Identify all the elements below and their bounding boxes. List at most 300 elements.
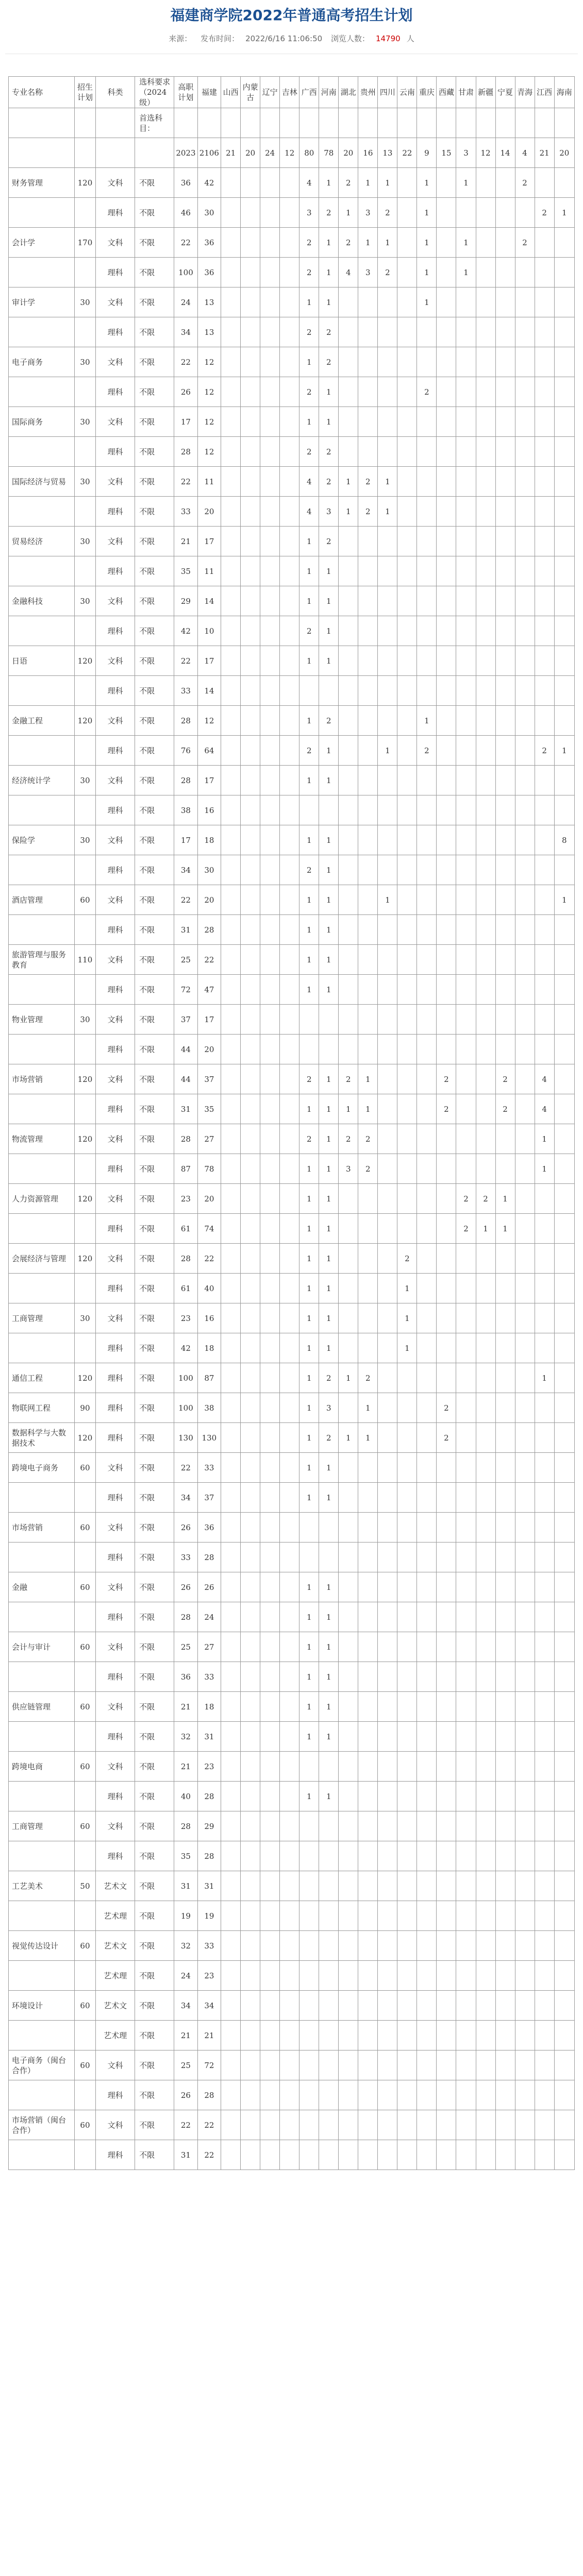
table-header-row [9,108,575,138]
table-cell: 文科 [96,347,135,377]
table-cell [417,407,437,437]
table-cell: 3 [358,198,378,228]
table-cell: 1 [358,1423,378,1453]
table-cell [241,1483,260,1513]
table-cell: 23 [197,1961,221,1991]
table-row [9,1782,575,1811]
table-cell [9,1543,75,1572]
table-cell: 市场营销 [9,1513,75,1543]
table-cell [280,1423,299,1453]
table-cell: 招生计划 [74,77,95,108]
table-cell: 财务管理 [9,168,75,198]
table-cell [437,1901,456,1931]
table-cell [74,138,95,168]
table-cell [515,1453,535,1483]
table-cell: 1 [358,168,378,198]
table-cell: 理科 [96,377,135,407]
table-cell [221,795,241,825]
table-cell [339,855,358,885]
table-cell [476,1662,495,1692]
table-cell [221,1423,241,1453]
table-cell [358,437,378,467]
table-cell [280,1543,299,1572]
table-cell [535,915,554,945]
table-cell: 文科 [96,1064,135,1094]
table-cell: 理科 [96,497,135,527]
table-cell [417,1543,437,1572]
table-cell: 42 [174,616,197,646]
table-cell: 文科 [96,825,135,855]
table-cell [260,1453,280,1483]
table-cell: 物业管理 [9,1005,75,1035]
table-cell: 2 [299,317,319,347]
table-cell: 不限 [135,1961,174,1991]
table-cell: 理科 [96,556,135,586]
table-cell [437,1333,456,1363]
table-cell [221,258,241,287]
table-cell [241,556,260,586]
table-cell [299,1811,319,1841]
table-cell [280,616,299,646]
table-cell: 不限 [135,1214,174,1244]
table-cell [74,616,95,646]
table-cell: 1 [299,1662,319,1692]
table-cell [221,2080,241,2110]
table-cell [241,915,260,945]
table-cell [378,108,397,138]
table-cell [280,1124,299,1154]
table-cell [358,1274,378,1303]
table-cell [476,915,495,945]
table-cell [515,1782,535,1811]
table-row [9,2140,575,2170]
table-cell: 理科 [96,736,135,766]
table-cell [437,766,456,795]
table-cell [495,228,515,258]
table-cell [378,975,397,1005]
table-cell: 不限 [135,556,174,586]
table-cell [476,706,495,736]
table-cell: 36 [197,1513,221,1543]
table-row [9,2110,575,2140]
source-label: 来源： [169,34,192,43]
table-cell: 1 [299,825,319,855]
table-cell [417,1005,437,1035]
table-cell [397,736,417,766]
table-cell: 1 [339,198,358,228]
table-cell [515,945,535,975]
table-cell [339,1214,358,1244]
table-cell: 2 [358,467,378,497]
table-cell [437,228,456,258]
table-cell [358,855,378,885]
table-row [9,1722,575,1752]
table-cell [280,1064,299,1094]
table-cell: 1 [339,1423,358,1453]
table-cell [417,945,437,975]
table-cell: 工商管理 [9,1811,75,1841]
table-cell [221,1274,241,1303]
table-cell: 会计与审计 [9,1632,75,1662]
table-cell [397,795,417,825]
table-row [9,885,575,915]
table-cell [339,1543,358,1572]
table-cell [417,1991,437,2021]
table-cell: 60 [74,1811,95,1841]
table-row [9,1423,575,1453]
table-cell: 15 [437,138,456,168]
table-cell [358,1632,378,1662]
table-cell [74,1483,95,1513]
table-cell [495,1035,515,1064]
table-cell: 重庆 [417,77,437,108]
table-cell [397,317,417,347]
table-cell [280,586,299,616]
table-cell [397,467,417,497]
table-cell [241,2050,260,2080]
table-cell: 28 [197,1841,221,1871]
table-cell: 1 [299,945,319,975]
table-cell [554,1005,574,1035]
table-cell [378,1184,397,1214]
table-cell: 2 [358,1363,378,1393]
table-cell: 不限 [135,676,174,706]
table-cell: 不限 [135,706,174,736]
table-cell [260,1572,280,1602]
table-cell [221,1393,241,1423]
table-cell [554,1722,574,1752]
table-cell: 不限 [135,377,174,407]
table-cell: 1 [319,377,339,407]
table-cell [515,1094,535,1124]
table-cell [241,1931,260,1961]
table-cell [495,1991,515,2021]
table-cell [241,317,260,347]
table-cell: 100 [174,258,197,287]
table-cell: 不限 [135,1991,174,2021]
table-cell: 1 [319,1184,339,1214]
table-cell: 文科 [96,1244,135,1274]
table-cell [495,2110,515,2140]
table-cell: 2 [378,198,397,228]
table-cell [456,825,476,855]
table-cell: 福建 [197,77,221,108]
table-cell: 100 [174,1393,197,1423]
table-cell: 不限 [135,1662,174,1692]
table-cell: 46 [174,198,197,228]
table-cell: 47 [197,975,221,1005]
table-cell [417,1303,437,1333]
table-cell [476,1811,495,1841]
table-cell: 22 [197,2110,221,2140]
table-cell [476,1632,495,1662]
table-cell [339,1841,358,1871]
table-cell: 22 [174,467,197,497]
table-cell: 30 [74,766,95,795]
table-row [9,676,575,706]
table-cell [437,1154,456,1184]
table-cell: 1 [319,1483,339,1513]
table-cell: 34 [174,1991,197,2021]
table-cell: 20 [339,138,358,168]
table-cell: 理科 [96,258,135,287]
table-cell: 34 [197,1991,221,2021]
table-cell [260,855,280,885]
table-cell [221,1662,241,1692]
table-cell [535,347,554,377]
views-count: 14790 [375,34,401,43]
table-cell: 120 [74,1244,95,1274]
table-cell [437,2050,456,2080]
table-cell: 25 [174,1632,197,1662]
table-cell [280,1811,299,1841]
table-cell [280,646,299,676]
table-cell: 贵州 [358,77,378,108]
table-cell: 不限 [135,1453,174,1483]
table-cell: 1 [319,975,339,1005]
table-row [9,1064,575,1094]
table-cell: 不限 [135,1483,174,1513]
table-cell [174,108,197,138]
table-cell: 文科 [96,287,135,317]
table-cell [476,1005,495,1035]
table-cell [397,556,417,586]
article-meta [0,33,583,44]
table-cell [476,527,495,556]
table-cell: 19 [197,1901,221,1931]
table-cell [319,108,339,138]
table-cell: 文科 [96,1572,135,1602]
table-cell: 12 [197,407,221,437]
table-cell [299,1752,319,1782]
table-cell [339,885,358,915]
table-cell: 1 [299,975,319,1005]
table-cell [476,1303,495,1333]
table-cell [495,1005,515,1035]
table-cell [280,437,299,467]
table-cell [358,2110,378,2140]
table-cell [241,885,260,915]
table-cell [96,108,135,138]
table-row [9,1901,575,1931]
table-cell [417,1871,437,1901]
table-row [9,467,575,497]
table-cell [495,198,515,228]
table-cell [437,1632,456,1662]
table-cell [378,407,397,437]
table-cell: 电子商务 [9,347,75,377]
table-cell [554,1453,574,1483]
table-cell [74,198,95,228]
table-cell [221,1184,241,1214]
table-cell: 30 [74,1005,95,1035]
table-cell: 30 [74,586,95,616]
table-cell: 人力资源管理 [9,1184,75,1214]
table-cell: 14 [197,676,221,706]
table-cell [221,706,241,736]
table-cell: 1 [299,1333,319,1363]
table-cell [9,616,75,646]
table-cell: 21 [174,527,197,556]
table-cell [299,1035,319,1064]
table-cell: 14 [197,586,221,616]
table-cell: 36 [174,1662,197,1692]
table-cell: 36 [197,228,221,258]
table-cell: 不限 [135,1035,174,1064]
table-cell [74,497,95,527]
table-cell: 30 [74,407,95,437]
table-cell: 理科 [96,437,135,467]
table-cell: 市场营销 [9,1064,75,1094]
table-cell [378,1005,397,1035]
table-cell [476,586,495,616]
table-cell [358,1303,378,1333]
table-cell: 不限 [135,1393,174,1423]
table-cell [339,2110,358,2140]
table-cell: 1 [339,467,358,497]
table-cell: 艺术理 [96,1961,135,1991]
table-cell [339,1632,358,1662]
table-cell [397,1692,417,1722]
table-cell [378,1214,397,1244]
table-cell [437,855,456,885]
table-cell [260,2050,280,2080]
table-cell [221,1572,241,1602]
table-cell [280,1572,299,1602]
table-cell: 2 [319,706,339,736]
table-cell [437,317,456,347]
table-cell [221,1513,241,1543]
table-cell: 2 [535,736,554,766]
table-cell: 理科 [96,2140,135,2170]
table-cell: 2 [358,1154,378,1184]
table-cell [260,437,280,467]
table-cell [280,2021,299,2050]
table-cell: 25 [174,2050,197,2080]
table-cell: 1 [535,1124,554,1154]
table-cell [260,1722,280,1752]
table-cell [280,497,299,527]
table-cell: 不限 [135,1064,174,1094]
table-cell: 2 [495,1064,515,1094]
table-cell [397,1543,417,1572]
table-cell: 2023 [174,138,197,168]
table-cell: 87 [174,1154,197,1184]
table-cell [515,347,535,377]
table-cell: 不限 [135,1782,174,1811]
table-cell [221,1035,241,1064]
table-cell [554,377,574,407]
table-cell [437,497,456,527]
table-cell [515,1005,535,1035]
table-cell [437,1811,456,1841]
table-cell [378,2050,397,2080]
table-cell [280,855,299,885]
table-cell [554,437,574,467]
table-cell [535,706,554,736]
table-cell: 26 [174,2080,197,2110]
table-cell [280,766,299,795]
table-cell [397,1931,417,1961]
table-cell: 1 [319,1124,339,1154]
table-cell [495,467,515,497]
table-cell [437,1005,456,1035]
table-cell [515,1632,535,1662]
table-cell [74,736,95,766]
table-cell: 1 [417,258,437,287]
table-cell: 30 [74,825,95,855]
table-cell: 33 [174,497,197,527]
table-row [9,1214,575,1244]
table-cell [378,1901,397,1931]
table-cell [437,1782,456,1811]
table-cell [280,1393,299,1423]
table-cell [515,1244,535,1274]
table-cell [535,676,554,706]
table-cell [358,1184,378,1214]
table-cell: 不限 [135,407,174,437]
table-row [9,795,575,825]
table-cell [74,437,95,467]
table-cell [535,1333,554,1363]
table-cell [535,1752,554,1782]
table-cell [241,467,260,497]
table-cell [260,467,280,497]
table-cell [378,1782,397,1811]
table-cell [358,527,378,556]
table-cell: 艺术文 [96,1871,135,1901]
table-cell [241,168,260,198]
table-cell [358,1572,378,1602]
table-cell [515,1154,535,1184]
table-cell [554,1991,574,2021]
table-cell [495,1572,515,1602]
table-cell [397,706,417,736]
table-cell: 1 [299,1453,319,1483]
table-cell [241,2021,260,2050]
table-cell [358,1841,378,1871]
table-cell [515,1752,535,1782]
table-cell [358,1901,378,1931]
table-cell [535,1632,554,1662]
table-cell [397,1811,417,1841]
table-cell: 金融科技 [9,586,75,616]
table-cell [221,467,241,497]
table-cell: 1 [397,1303,417,1333]
table-cell: 4 [535,1064,554,1094]
table-cell [554,1184,574,1214]
table-cell [241,497,260,527]
table-cell [554,1782,574,1811]
table-cell [378,347,397,377]
table-cell [74,2080,95,2110]
table-cell: 38 [197,1393,221,1423]
table-cell [221,1752,241,1782]
table-cell: 1 [358,228,378,258]
table-cell [515,467,535,497]
table-cell [9,556,75,586]
table-cell [74,676,95,706]
table-cell [515,795,535,825]
table-cell: 酒店管理 [9,885,75,915]
table-cell [241,1303,260,1333]
table-row [9,168,575,198]
table-cell [260,646,280,676]
table-header-row [9,77,575,108]
table-cell [495,168,515,198]
table-cell [476,1363,495,1393]
table-cell [280,1602,299,1632]
